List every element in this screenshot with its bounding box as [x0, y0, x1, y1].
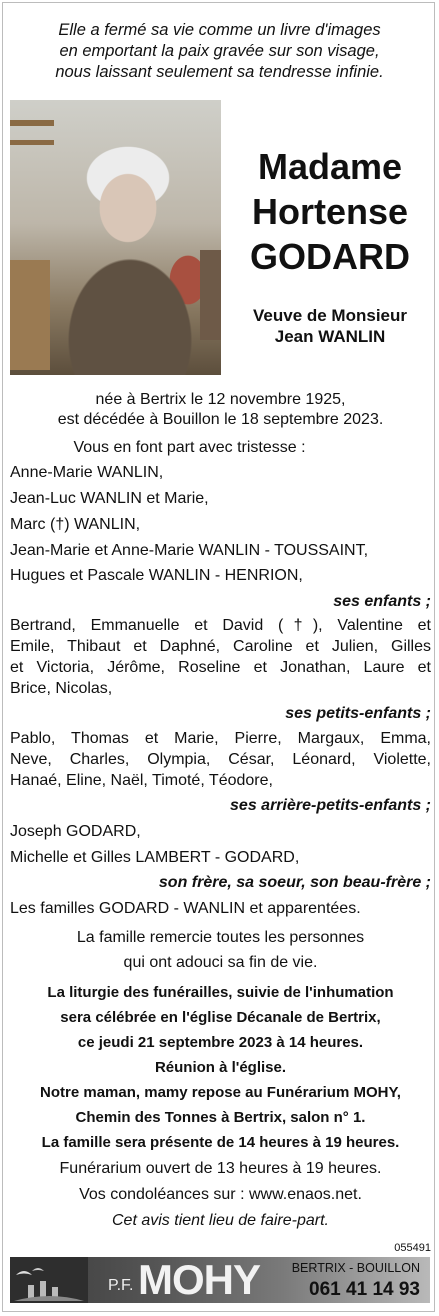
locations-text: BERTRIX - BOUILLON: [291, 1261, 420, 1275]
epigraph: [0, 20, 439, 83]
epigraph-line: Elle a fermé sa vie comme un livre d'images: [58, 21, 381, 39]
great-grandchildren-line: Neve, Charles, Olympia, César, Léonard, Violette,: [10, 751, 431, 768]
intro-text: Vous en font part avec tristesse :: [73, 439, 306, 456]
condolences-line: Vos condoléances sur : www.enaos.net.: [79, 1186, 362, 1203]
phone-number: 061 41 14 93: [309, 1279, 420, 1300]
ceremony-line: ce jeudi 21 septembre 2023 à 14 heures.: [77, 1034, 364, 1051]
pf-label: P.F.: [108, 1277, 134, 1294]
name-title: Madame: [257, 146, 403, 187]
notice-line: Cet avis tient lieu de faire-part.: [112, 1212, 329, 1229]
birth-line: née à Bertrix le 12 novembre 1925,: [95, 391, 346, 408]
ceremony-line: sera célébrée en l'église Décanale de Bertrix,: [60, 1009, 381, 1026]
widow-line: Veuve de Monsieur: [253, 306, 407, 325]
child-name: Anne-Marie WANLIN,: [10, 464, 164, 481]
children-label: ses enfants ;: [333, 593, 431, 610]
funeral-home-banner: [10, 1257, 430, 1303]
grandchildren-line: et Victoria, Jérôme, Roseline et Jonathan, Laure et: [10, 659, 431, 676]
families-line: Les familles GODARD - WANLIN et apparentées.: [10, 900, 361, 917]
siblings-label: son frère, sa soeur, son beau-frère ;: [158, 874, 431, 891]
widow-of: [225, 305, 435, 347]
thanks-line: La famille remercie toutes les personnes: [76, 929, 365, 946]
child-name: Jean-Marie et Anne-Marie WANLIN - TOUSSAINT,: [10, 542, 369, 559]
ceremony-line: Notre maman, mamy repose au Funérarium MOHY,: [40, 1084, 401, 1101]
sibling-name: Joseph GODARD,: [10, 823, 141, 840]
great-grandchildren-line: Pablo, Thomas et Marie, Pierre, Margaux, Emma,: [10, 730, 431, 747]
grandchildren-line: Bertrand, Emmanuelle et David (†), Valentine et: [10, 617, 431, 634]
child-name: Hugues et Pascale WANLIN - HENRION,: [10, 567, 303, 584]
epigraph-line: nous laissant seulement sa tendresse infinie.: [55, 63, 384, 81]
ceremony-line: La liturgie des funérailles, suivie de l'inhumation: [47, 984, 394, 1001]
great-grandchildren-line: Hanaé, Eline, Naël, Timoté, Téodore,: [10, 772, 273, 789]
brand-name: MOHY: [138, 1256, 260, 1303]
sibling-name: Michelle et Gilles LAMBERT - GODARD,: [10, 849, 300, 866]
opening-hours: Funérarium ouvert de 13 heures à 19 heures.: [59, 1160, 382, 1177]
ceremony-line: Réunion à l'église.: [154, 1059, 287, 1076]
widow-line: Jean WANLIN: [274, 327, 386, 346]
child-name: Marc (†) WANLIN,: [10, 516, 141, 533]
first-name: Hortense: [251, 191, 409, 232]
thanks-line: qui ont adouci sa fin de vie.: [123, 954, 318, 971]
deceased-name: [225, 144, 435, 279]
portrait-photo: [10, 100, 221, 375]
death-line: est décédée à Bouillon le 18 septembre 2023.: [57, 411, 384, 428]
great-grandchildren-label: ses arrière-petits-enfants ;: [230, 797, 431, 814]
epigraph-line: en emportant la paix gravée sur son visage,: [59, 42, 380, 60]
funeral-home-logo: [10, 1257, 88, 1303]
reference-number: 055491: [394, 1242, 431, 1254]
ceremony-line: Chemin des Tonnes à Bertrix, salon n° 1.: [75, 1109, 366, 1126]
grandchildren-line: Emile, Thibaut et Daphné, Caroline et Julien, Gilles: [10, 638, 431, 655]
child-name: Jean-Luc WANLIN et Marie,: [10, 490, 209, 507]
last-name: GODARD: [250, 236, 410, 277]
ceremony-line: La famille sera présente de 14 heures à 19 heures.: [41, 1134, 400, 1151]
grandchildren-label: ses petits-enfants ;: [285, 705, 431, 722]
grandchildren-line: Brice, Nicolas,: [10, 680, 113, 697]
